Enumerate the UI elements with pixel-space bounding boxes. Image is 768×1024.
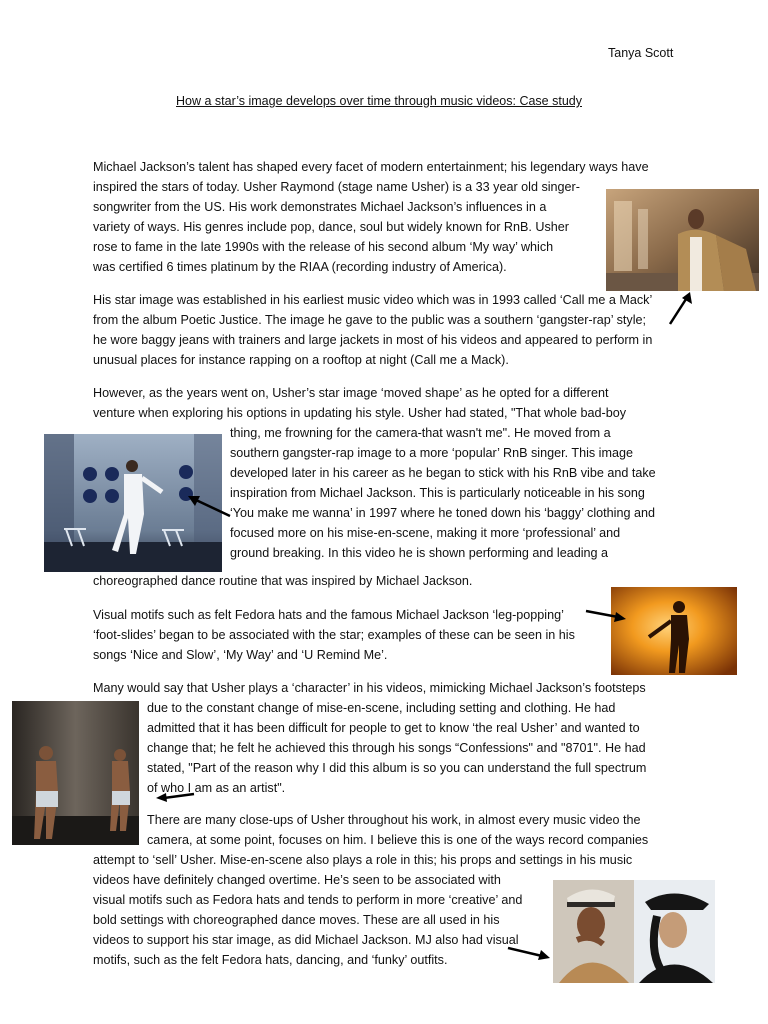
text-line: was certified 6 times platinum by the RIAA (recording industry of America). <box>93 260 507 274</box>
text-line: venture when exploring his options in updating his style. Usher had stated, "That whole bad-boy <box>93 406 627 420</box>
text-line: admitted that it has been difficult for people to get to know ‘the real Usher’ and wanted to <box>147 721 640 735</box>
text-line: due to the constant change of mise-en-scene, including setting and clothing. He had <box>147 701 616 715</box>
text-line: However, as the years went on, Usher’s star image ‘moved shape’ as he opted for a different <box>93 386 609 400</box>
text-line: His star image was established in his earliest music video which was in 1993 called ‘Call me a Mack’ <box>93 293 653 307</box>
author-name: Tanya Scott <box>608 46 674 60</box>
arrow-icon <box>186 494 232 520</box>
fedora-hats-photo <box>553 880 715 983</box>
text-line: Michael Jackson’s talent has shaped every facet of modern entertainment; his legendary ways have <box>93 160 649 174</box>
text-line: southern gangster-rap image to a more ‘popular’ RnB singer. This image <box>230 446 633 460</box>
text-line: Visual motifs such as felt Fedora hats and the famous Michael Jackson ‘leg-popping’ <box>93 608 564 622</box>
text-line: motifs, such as the felt Fedora hats, dancing, and ‘funky’ outfits. <box>93 953 448 967</box>
text-line: ‘You make me wanna’ in 1997 where he toned down his ‘baggy’ clothing and <box>230 506 655 520</box>
text-line: of who I am as an artist". <box>147 781 286 795</box>
text-line: he wore baggy jeans with trainers and large jackets in most of his videos and appeared to perform in <box>93 333 653 347</box>
usher-mirror-photo <box>12 701 139 845</box>
text-line: ground breaking. In this video he is shown performing and leading a <box>230 546 609 560</box>
text-line: camera, at some point, focuses on him. I believe this is one of the ways record companies <box>147 833 649 847</box>
text-line: developed later in his career as he began to stick with his RnB vibe and take <box>230 466 656 480</box>
text-line: attempt to ‘sell’ Usher. Mise-en-scene also plays a role in this; his props and settings in his music <box>93 853 633 867</box>
arrow-icon <box>506 944 552 962</box>
text-line: songs ‘Nice and Slow’, ‘My Way’ and ‘U Remind Me’. <box>93 648 388 662</box>
silhouette-sunset-photo <box>611 587 737 675</box>
document-title: How a star’s image develops over time through music videos: Case study <box>176 94 582 108</box>
arrow-icon <box>664 290 694 328</box>
text-line: change that; he felt he achieved this through his songs “Confessions" and "8701". He had <box>147 741 646 755</box>
arrow-icon <box>584 607 628 623</box>
text-line: rose to fame in the late 1990s with the release of his second album ‘My way’ which <box>93 240 554 254</box>
usher-hallway-photo <box>606 189 759 291</box>
text-line: bold settings with choreographed dance moves. These are all used in his <box>93 913 500 927</box>
text-line: stated, "Part of the reason why I did this album is so you can understand the full spectrum <box>147 761 647 775</box>
text-line: Many would say that Usher plays a ‘character’ in his videos, mimicking Michael Jackson’s footsteps <box>93 681 646 695</box>
text-line: songwriter from the US. His work demonstrates Michael Jackson’s influences in a <box>93 200 547 214</box>
text-line: inspired the stars of today. Usher Raymond (stage name Usher) is a 33 year old singer- <box>93 180 580 194</box>
text-line: visual motifs such as Fedora hats and tends to perform in more ‘creative’ and <box>93 893 523 907</box>
text-line: thing, me frowning for the camera-that wasn't me". He moved from a <box>230 426 611 440</box>
text-line: variety of ways. His genres include pop, dance, soul but widely known for RnB. Usher <box>93 220 569 234</box>
text-line: unusual places for instance rapping on a rooftop at night (Call me a Mack). <box>93 353 509 367</box>
text-line: choreographed dance routine that was inspired by Michael Jackson. <box>93 574 473 588</box>
arrow-icon <box>154 789 196 803</box>
text-line: from the album Poetic Justice. The image he gave to the public was a southern ‘gangster-rap’ style; <box>93 313 647 327</box>
text-line: There are many close-ups of Usher throughout his work, in almost every music video the <box>147 813 641 827</box>
text-line: videos have definitely changed overtime. He’s seen to be associated with <box>93 873 501 887</box>
text-line: inspiration from Michael Jackson. This is particularly noticeable in his song <box>230 486 645 500</box>
text-line: videos to support his star image, as did Michael Jackson. MJ also had visual <box>93 933 519 947</box>
text-line: focused more on his mise-en-scene, making it more ‘professional’ and <box>230 526 621 540</box>
text-line: ‘foot-slides’ began to be associated with the star; examples of these can be seen in his <box>93 628 575 642</box>
